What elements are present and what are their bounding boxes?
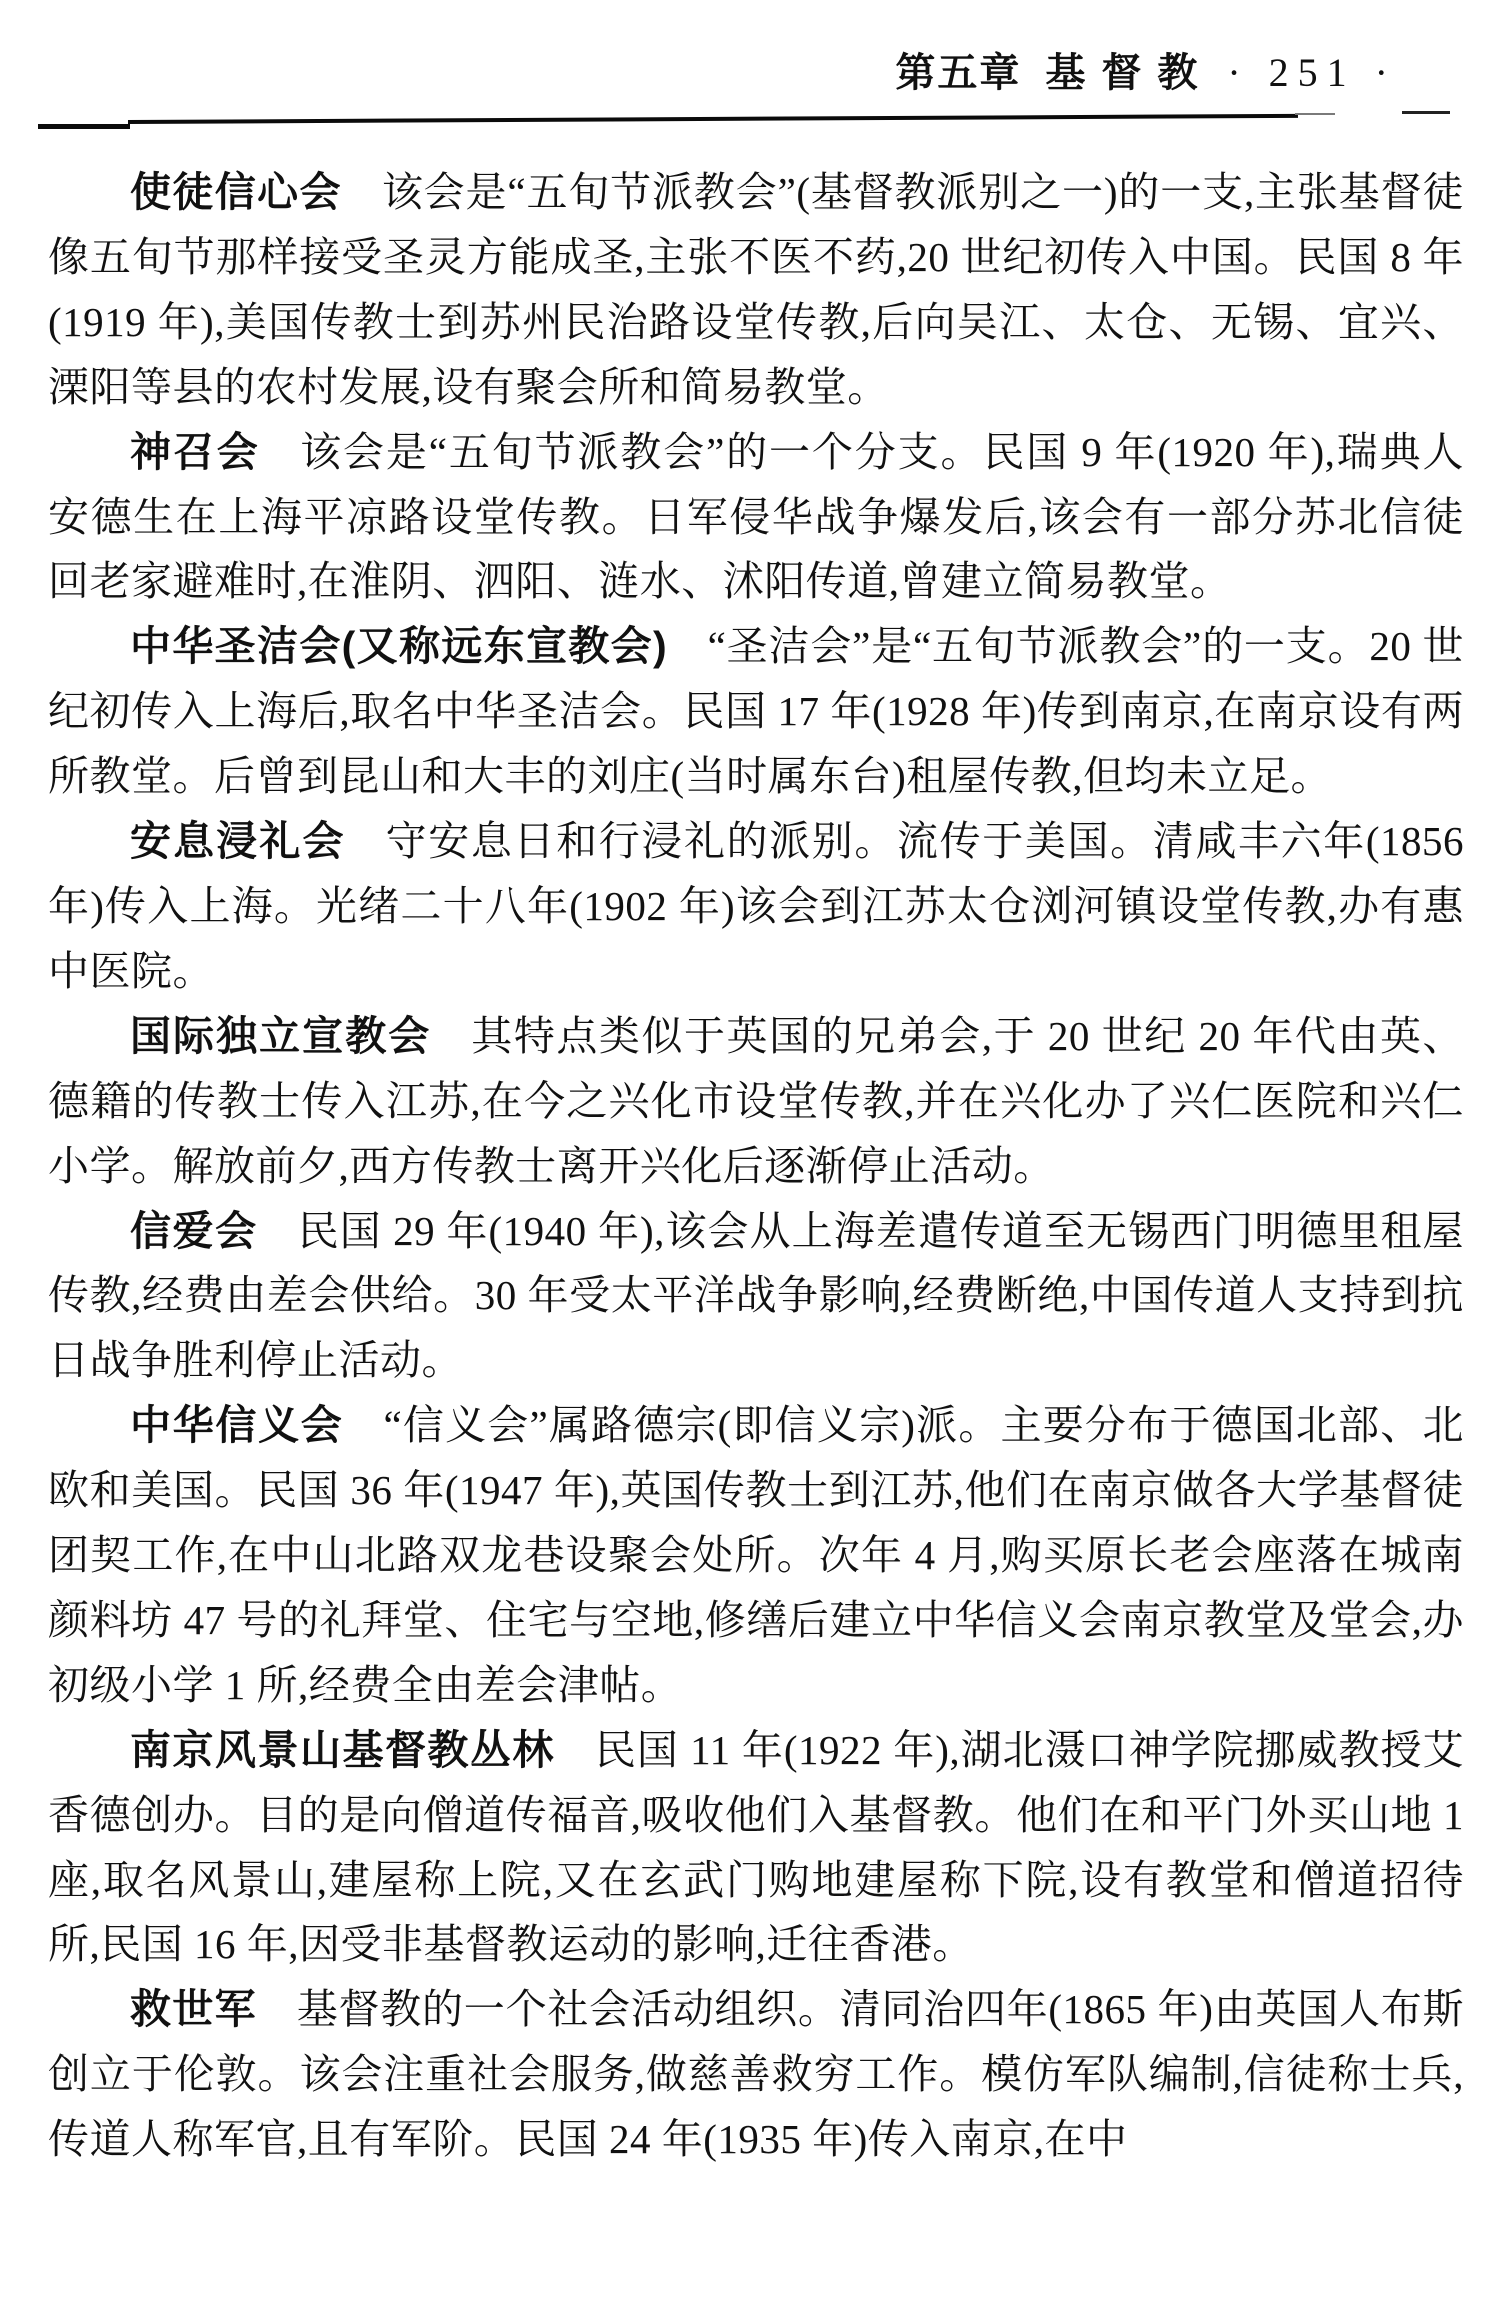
entry-term: 使徒信心会 <box>130 169 342 215</box>
entry-paragraph <box>48 160 1464 420</box>
entry-body: “圣洁会”是“五旬节派教会”的一支。20 世纪初传入上海后,取名中华圣洁会。民国 17 年(1928 年)传到南京,在南京设有两所教堂。后曾到昆山和大丰的刘庄(当时属东台)租屋传教,但均未立足。 <box>48 623 1464 800</box>
entry-body: 基督教的一个社会活动组织。清同治四年(1865 年)由英国人布斯创立于伦敦。该会注重社会服务,做慈善救穷工作。模仿军队编制,信徒称士兵,传道人称军官,且有军阶。民国 24 年(1935 年)传入南京,在中 <box>48 1986 1465 2163</box>
header-rule <box>128 114 1298 124</box>
page-body <box>48 160 1464 2172</box>
entry-paragraph <box>48 420 1464 615</box>
header-rule-stub <box>38 124 130 129</box>
entry-paragraph <box>48 1718 1464 1978</box>
entry-body: 其特点类似于英国的兄弟会,于 20 世纪 20 年代由英、德籍的传教士传入江苏,在今之兴化市设堂传教,并在兴化办了兴仁医院和兴仁小学。解放前夕,西方传教士离开兴化后逐渐停止活动。 <box>48 1012 1465 1189</box>
chapter-title: 基督教 <box>1045 51 1214 95</box>
entry-paragraph <box>48 809 1464 1004</box>
entry-term: 安息浸礼会 <box>130 818 346 865</box>
entry-body: “信义会”属路德宗(即信义宗)派。主要分布于德国北部、北欧和美国。民国 36 年(1947 年),英国传教士到江苏,他们在南京做各大学基督徒团契工作,在中山北路双龙巷设聚会处所。次年 4 月,购买原长老会座落在城南颜料坊 47 号的礼拜堂、住宅与空地,修缮后建立中华信义会南京教堂及堂会,办初级小学 1 所,经费全由差会津帖。 <box>48 1402 1464 1708</box>
chapter-number: 第五章 <box>895 51 1022 95</box>
entry-body: 该会是“五旬节派教会”的一个分支。民国 9 年(1920 年),瑞典人安德生在上海平凉路设堂传教。日军侵华战争爆发后,该会有一部分苏北信徒回老家避难时,在淮阴、泗阳、涟水、沭阳传道,曾建立简易教堂。 <box>48 428 1465 605</box>
entry-term: 中华信义会 <box>130 1402 344 1449</box>
entry-body: 守安息日和行浸礼的派别。流传于美国。清咸丰六年(1856 年)传入上海。光绪二十八年(1902 年)该会到江苏太仓浏河镇设堂传教,办有惠中医院。 <box>48 818 1465 994</box>
entry-term: 南京风景山基督教丛林 <box>130 1726 555 1773</box>
header-rule-dash <box>1402 111 1450 114</box>
entry-term: 救世军 <box>130 1986 257 2033</box>
entry-term: 中华圣洁会(又称远东宣教会) <box>130 623 668 670</box>
entry-paragraph <box>48 614 1464 809</box>
entry-term: 信爱会 <box>130 1207 258 1254</box>
entry-paragraph <box>48 1199 1464 1394</box>
entry-body: 该会是“五旬节派教会”(基督教派别之一)的一支,主张基督徒像五旬节那样接受圣灵方能成圣,主张不医不药,20 世纪初传入中国。民国 8 年(1919 年),美国传教士到苏州民治路设堂传教,后向吴江、太仓、无锡、宜兴、溧阳等县的农村发展,设有聚会所和简易教堂。 <box>48 169 1465 410</box>
entry-body: 民国 11 年(1922 年),湖北滠口神学院挪威教授艾香德创办。目的是向僧道传福音,吸收他们入基督教。他们在和平门外买山地 1 座,取名风景山,建屋称上院,又在玄武门购地建屋称下院,设有教堂和僧道招待所,民国 16 年,因受非基督教运动的影响,迁往香港。 <box>48 1726 1464 1968</box>
running-header <box>895 50 1397 96</box>
entry-paragraph <box>48 1004 1464 1199</box>
entry-term: 国际独立宣教会 <box>130 1012 432 1059</box>
entry-paragraph <box>48 1977 1464 2172</box>
entry-paragraph <box>48 1393 1464 1718</box>
entry-body: 民国 29 年(1940 年),该会从上海差遣传道至无锡西门明德里租屋传教,经费由差会供给。30 年受太平洋战争影响,经费断绝,中国传道人支持到抗日战争胜利停止活动。 <box>48 1207 1465 1384</box>
page-number: · 251 · <box>1227 50 1397 95</box>
scan-artifact-line <box>1295 113 1335 115</box>
entry-term: 神召会 <box>130 428 261 475</box>
